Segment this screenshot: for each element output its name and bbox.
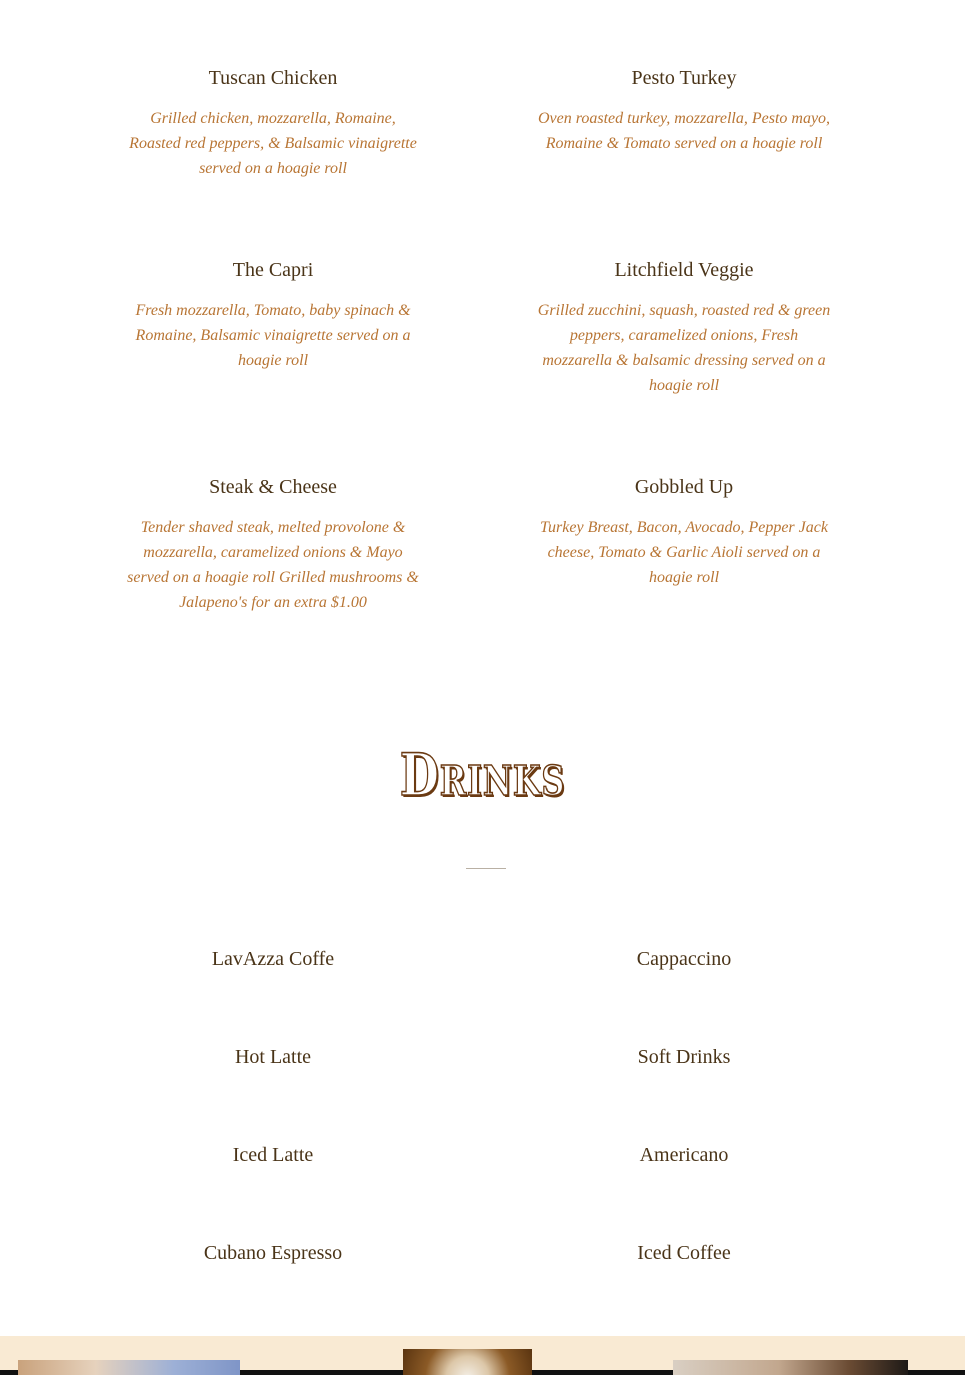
drink-item: Soft Drinks xyxy=(637,1046,731,1068)
drinks-section-title: Drinks xyxy=(399,741,566,809)
drink-item: Iced Latte xyxy=(232,1144,314,1166)
gallery-photo[interactable] xyxy=(403,1349,532,1375)
menu-item-name: Gobbled Up xyxy=(634,476,734,498)
gallery-photo[interactable] xyxy=(673,1360,908,1375)
menu-item-tuscan-chicken xyxy=(123,66,423,181)
menu-item-description: Grilled zucchini, squash, roasted red & green peppers, caramelized onions, Fresh mozzarella & balsamic dressing served on a hoagie roll xyxy=(537,302,831,394)
menu-item-description: Oven roasted turkey, mozzarella, Pesto mayo, Romaine & Tomato served on a hoagie roll xyxy=(537,110,831,152)
menu-item-the-capri xyxy=(123,258,423,373)
menu-item-pesto-turkey xyxy=(534,66,834,156)
menu-item-name: Litchfield Veggie xyxy=(614,259,754,281)
menu-item-description: Grilled chicken, mozzarella, Romaine, Roasted red peppers, & Balsamic vinaigrette served on a hoagie roll xyxy=(129,110,417,177)
menu-item-name: Pesto Turkey xyxy=(631,67,737,89)
drink-item: Cubano Espresso xyxy=(203,1242,343,1264)
menu-item-name: Tuscan Chicken xyxy=(208,67,338,89)
drink-item: Americano xyxy=(639,1144,729,1166)
menu-item-description: Tender shaved steak, melted provolone & mozzarella, caramelized onions & Mayo served on a hoagie roll Grilled mushrooms & Jalapeno's for an extra $1.00 xyxy=(127,519,419,611)
section-divider xyxy=(466,868,506,869)
menu-item-gobbled-up xyxy=(534,475,834,590)
drink-item: Cappaccino xyxy=(636,948,732,970)
menu-item-litchfield-veggie xyxy=(534,258,834,398)
menu-item-description: Turkey Breast, Bacon, Avocado, Pepper Jack cheese, Tomato & Garlic Aioli served on a hoagie roll xyxy=(540,519,828,586)
menu-item-name: Steak & Cheese xyxy=(209,476,337,498)
gallery-photo[interactable] xyxy=(18,1360,240,1375)
drink-item: Hot Latte xyxy=(234,1046,312,1068)
menu-item-name: The Capri xyxy=(232,259,314,281)
drink-item: LavAzza Coffe xyxy=(211,948,335,970)
drink-item: Iced Coffee xyxy=(637,1242,731,1264)
menu-item-steak-and-cheese xyxy=(123,475,423,615)
menu-item-description: Fresh mozzarella, Tomato, baby spinach & Romaine, Balsamic vinaigrette served on a hoagie roll xyxy=(135,302,411,369)
